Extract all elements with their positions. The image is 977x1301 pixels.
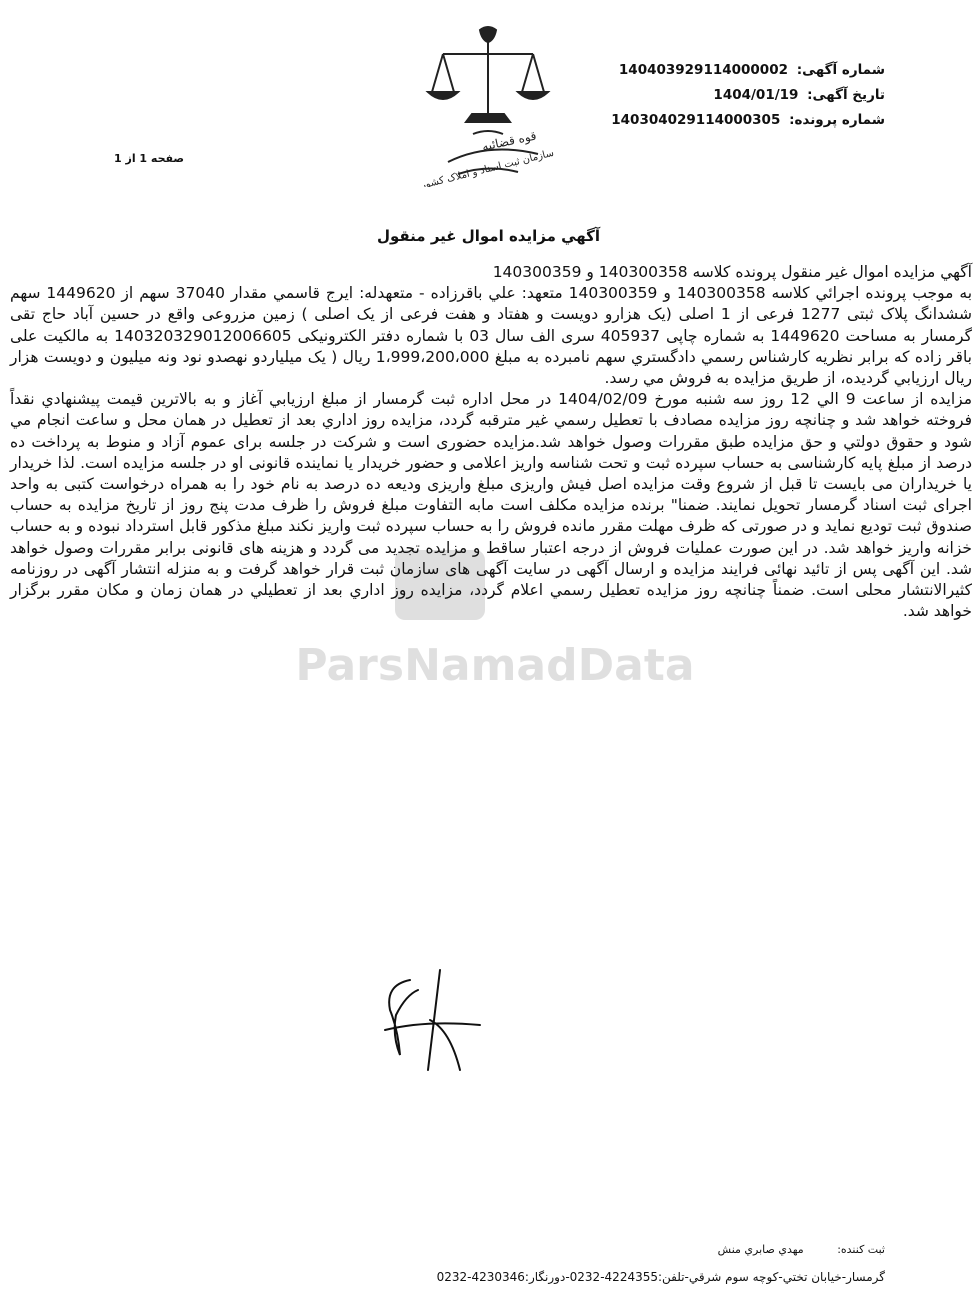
case-number-label: شماره پرونده: <box>789 112 885 128</box>
page-number: صفحه 1 از 1 <box>114 152 185 165</box>
handwritten-signature <box>370 960 500 1090</box>
recorder-name: مهدي صابري منش <box>717 1243 804 1256</box>
page-title: آگهي مزايده اموال غير منقول <box>376 227 601 245</box>
watermark-text: ParsNamadData <box>295 640 695 691</box>
notice-paragraph-2: به موجب پرونده اجرائي كلاسه 140300358 و 140300359 متعهد: علي باقرزاده - متعهدله: ايرج قاسمي مقدار 37040 سهم از 1449620 سهم ششدانگ پلاک ثبتی 1277 فرعی از 1 اصلی (یک هزارو دویست و هفتاد و هفت فرعی از یک اصلی ) زمین مزروعی واقع در حسین آباد حاج تقی گرمسار به مساحت 1449620 به شماره چاپی 405937 سری الف سال 03 با شماره دفتر الکترونیکی 140320329012006605 به مالکیت علی باقر زاده که برابر نظریه کارشناس رسمي دادگستري سهم نامبرده به مبلغ 1،999،200،000 ريال ( یک میلیاردو نهصدو نود ونه میلیون و دویست هزار ریال ارزيابي گرديده، از طريق مزايده به فروش مي رسد. <box>10 284 973 388</box>
ad-number: 140403929114000002 <box>618 62 788 78</box>
ad-date-label: تاریخ آگهی: <box>807 87 885 103</box>
ad-number-row <box>585 58 885 83</box>
notice-body <box>10 262 972 622</box>
judiciary-emblem-icon <box>418 22 558 187</box>
notice-paragraph-1: آگهي مزايده اموال غير منقول پرونده كلاسه 140300358 و 140300359 <box>492 263 972 281</box>
recorder-label: ثبت کننده: <box>837 1243 885 1256</box>
ad-date-row <box>585 83 885 108</box>
emblem-line1: قوه قضائیه <box>480 128 538 154</box>
ad-date: 1404/01/19 <box>713 87 799 103</box>
footer-address: گرمسار-خيابان تختي-كوچه سوم شرقي-تلفن:4224355-0232-دورنگار:4230346-0232 <box>436 1270 885 1284</box>
emblem-line2: سازمان ثبت اسناد و املاک کشور <box>419 147 556 187</box>
ad-metadata <box>585 58 885 133</box>
ad-number-label: شماره آگهی: <box>796 62 885 78</box>
case-number-row <box>585 108 885 133</box>
case-number: 140304029114000305 <box>611 112 781 128</box>
recorder-line <box>718 1243 885 1256</box>
notice-paragraph-3: مزايده از ساعت 9 الي 12 روز سه شنبه مورخ 1404/02/09 در محل اداره ثبت گرمسار از مبلغ ارزيابي آغاز و به بالاترين قيمت پيشنهادي نقداً فروخته خواهد شد و چنانچه روز مزايده مصادف با تعطيل رسمي غير مترقبه گردد، مزايده روز اداري بعد از تعطيل در همان محل و ساعت انجام مي شود و حقوق دولتي و حق مزايده طبق مقررات وصول خواهد شد.مزایده حضوری است و شرکت در جلسه برای عموم آزاد و منوط به پرداخت ده درصد از مبلغ پایه کارشناسی به حساب سپرده ثبت و تحت شناسه واریز اعلامی و حضور خریدار یا نماینده قانونی او در جلسه مزایده است. لذا خریدار یا خریداران می بایست تا قبل از شروع وقت مزایده اصل فیش واریزی مبلغ واریزی ودیعه ده درصد به نام خود را به همراه درخواست کتبی به واحد اجرای ثبت اسناد گرمسار تحویل نمایند. ضمنا" برنده مزایده مکلف است مابه التفاوت مبلغ فروش را ظرف مدت پنج روز از تاریخ مزایده به حساب صندوق ثبت تودیع نماید و در صورتی که ظرف مهلت مقرر مانده فروش را به حساب سپرده ثبت واریز نکند مبلغ مذکور قابل استرداد نبوده و به حساب خزانه واریز خواهد شد. در این صورت عملیات فروش از درجه اعتبار ساقط و مزایده تجدید می گردد و هزینه های قانونی برابر مقررات وصول خواهد شد. این آگهی پس از تائید نهائی فرایند مزایده و ارسال آگهی در سایت آگهی های سازمان ثبت قرار خواهد گرفت و به منزله انتشار آگهی در روزنامه کثیرالانتشار محلی است. ضمناً چنانچه روز مزايده تعطيل رسمي اعلام گردد، مزايده روز اداري بعد از تعطيلي در همان زمان و مكان مقرر برگزار خواهد شد. <box>10 390 973 621</box>
